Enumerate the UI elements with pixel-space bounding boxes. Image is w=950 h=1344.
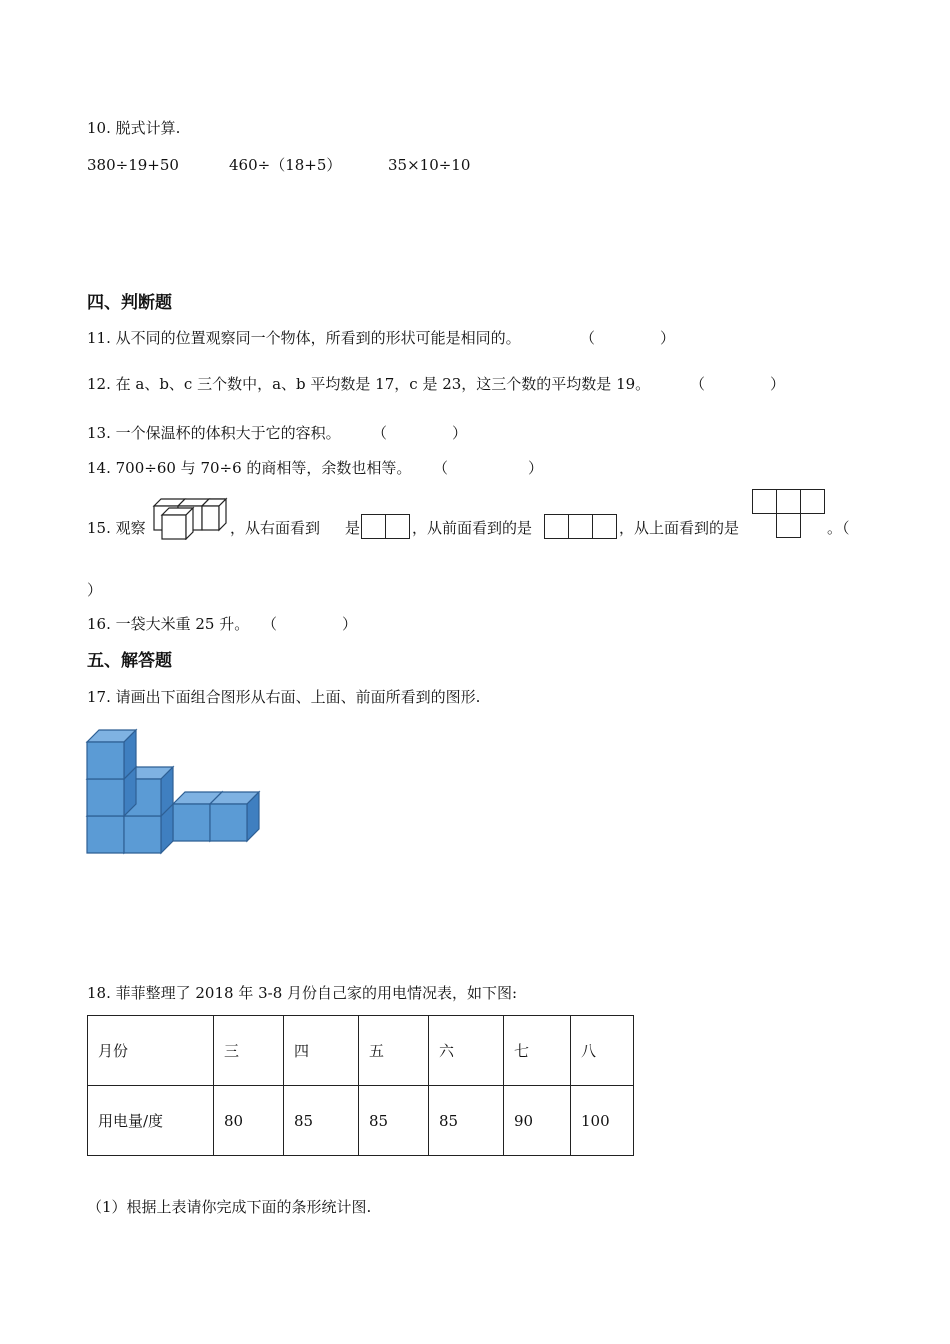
q18-text: 18. 菲菲整理了 2018 年 3-8 月份自己家的用电情况表，如下图: xyxy=(87,984,518,1002)
cube-front-face xyxy=(87,816,124,853)
table-row xyxy=(88,1086,634,1156)
q17-cube-assembly-figure xyxy=(84,713,264,858)
q10-expression-2: 460÷（18+5） xyxy=(229,156,342,174)
q10-title: 10. 脱式计算. xyxy=(87,119,181,137)
q16-text: 16. 一袋大米重 25 升。 xyxy=(87,615,250,633)
q12-answer-open: （ xyxy=(690,375,706,393)
q17-text: 17. 请画出下面组合图形从右面、上面、前面所看到的图形. xyxy=(87,688,481,706)
q11-answer-open: （ xyxy=(580,329,596,347)
q10-expression-1: 380÷19+50 xyxy=(87,156,179,174)
q11-answer-close: ） xyxy=(660,329,676,347)
q13-answer-open: （ xyxy=(372,424,388,442)
q16-answer-close: ） xyxy=(342,615,358,633)
q15-top-view-square-3 xyxy=(800,489,825,514)
q15-top-view-label: ，从上面看到的是 xyxy=(619,519,740,537)
table-cell: 八 xyxy=(571,1016,634,1086)
table-cell: 三 xyxy=(214,1016,284,1086)
table-cell: 85 xyxy=(429,1086,504,1156)
cube-front-face xyxy=(124,816,161,853)
cube-front-face xyxy=(173,804,210,841)
table-cell: 90 xyxy=(504,1086,571,1156)
table-header-row xyxy=(88,1016,634,1086)
electricity-usage-table xyxy=(87,1015,634,1156)
q12-answer-close: ） xyxy=(770,375,786,393)
table-cell: 七 xyxy=(504,1016,571,1086)
q15-answer-close: ） xyxy=(87,581,103,599)
q15-prefix: 15. 观察 xyxy=(87,519,146,537)
q15-right-view-label: ，从右面看到 xyxy=(230,519,321,537)
q15-front-view-label: ，从前面看到的是 xyxy=(412,519,533,537)
q13-text: 13. 一个保温杯的体积大于它的容积。 xyxy=(87,424,341,442)
table-cell: 月份 xyxy=(88,1016,214,1086)
q10-expression-3: 35×10÷10 xyxy=(388,156,471,174)
q14-answer-close: ） xyxy=(528,459,544,477)
q15-top-view-square-2 xyxy=(776,489,801,514)
q15-is-label: 是 xyxy=(345,519,361,537)
section-5-title: 五、解答题 xyxy=(87,651,172,671)
q13-answer-close: ） xyxy=(452,424,468,442)
table-cell: 85 xyxy=(284,1086,359,1156)
section-4-title: 四、判断题 xyxy=(87,293,172,313)
q15-front-view-square-2 xyxy=(568,514,593,539)
q18-sub-question-1: （1）根据上表请你完成下面的条形统计图. xyxy=(87,1198,372,1216)
table-cell: 100 xyxy=(571,1086,634,1156)
q11-text: 11. 从不同的位置观察同一个物体，所看到的形状可能是相同的。 xyxy=(87,329,521,347)
table-cell: 85 xyxy=(359,1086,429,1156)
table-cell: 80 xyxy=(214,1086,284,1156)
table-cell: 五 xyxy=(359,1016,429,1086)
q14-text: 14. 700÷60 与 70÷6 的商相等，余数也相等。 xyxy=(87,459,412,477)
cube-front-face xyxy=(87,742,124,779)
q16-answer-open: （ xyxy=(262,615,278,633)
q15-top-view-square-1 xyxy=(752,489,777,514)
q15-top-view-square-4 xyxy=(776,513,801,538)
cube-front-face xyxy=(210,804,247,841)
table-cell: 四 xyxy=(284,1016,359,1086)
q15-front-view-square-1 xyxy=(544,514,569,539)
table-cell: 六 xyxy=(429,1016,504,1086)
q15-front-view-square-3 xyxy=(592,514,617,539)
q14-answer-open: （ xyxy=(433,459,449,477)
q12-text: 12. 在 a、b、c 三个数中，a、b 平均数是 17，c 是 23，这三个数的平均数是 19。 xyxy=(87,375,651,393)
q15-answer-open: 。（ xyxy=(827,519,850,537)
q15-right-view-square-2 xyxy=(385,514,410,539)
q15-right-view-square-1 xyxy=(361,514,386,539)
table-cell: 用电量/度 xyxy=(88,1086,214,1156)
q15-3d-cubes-figure xyxy=(147,496,229,540)
cube-front-face xyxy=(87,779,124,816)
